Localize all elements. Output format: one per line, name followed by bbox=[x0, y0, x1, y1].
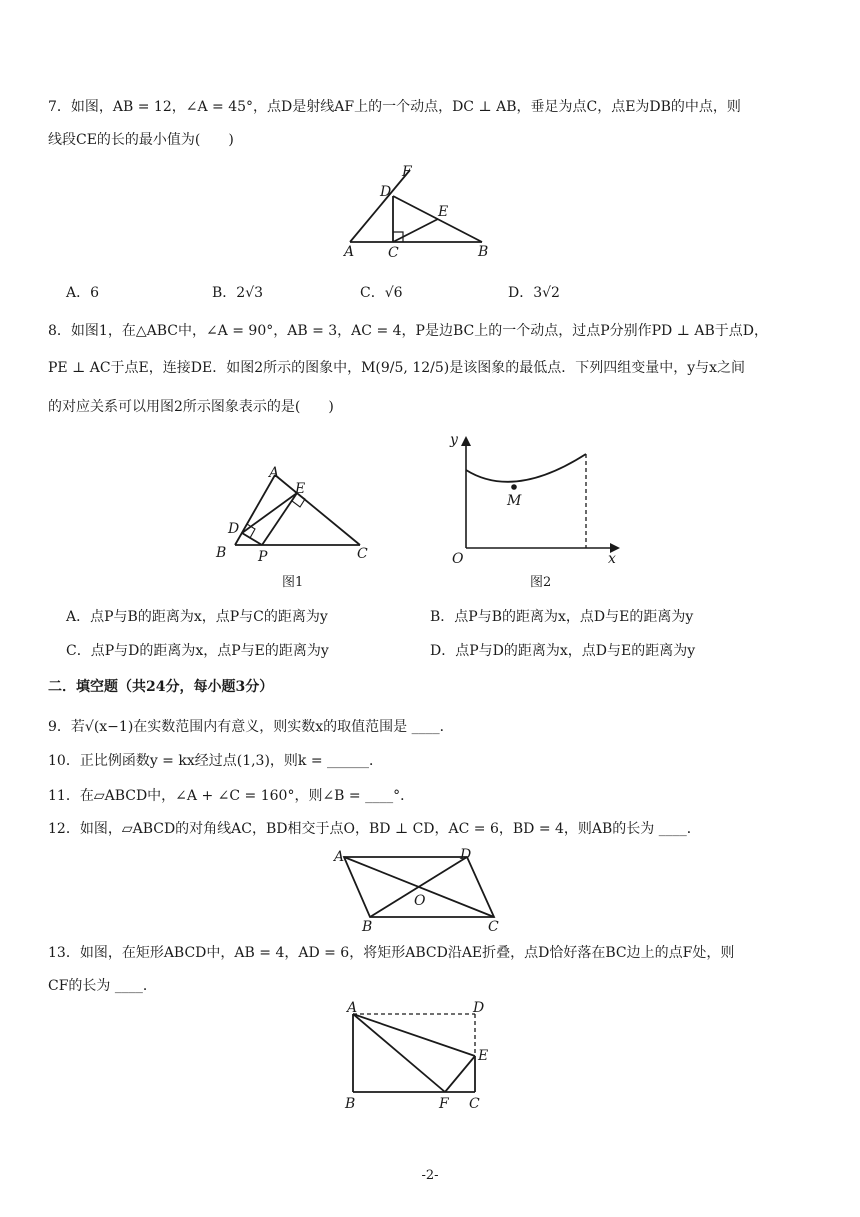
q7-label-b: B bbox=[478, 244, 489, 260]
q13-line1: 13．如图，在矩形ABCD中，AB = 4，AD = 6，将矩形ABCD沿AE折叠，点D恰好落在BC边上的点F处，则 bbox=[48, 945, 735, 961]
q12-label-b: B bbox=[362, 919, 373, 935]
q8-fig1-label-d: D bbox=[228, 521, 240, 537]
section-heading-fill-blank: 二．填空题（共24分，每小题3分） bbox=[48, 679, 274, 695]
q8-line3: 的对应关系可以用图2所示图象表示的是( ) bbox=[48, 399, 334, 415]
q8-fig2-label-x: x bbox=[608, 551, 616, 567]
q13-line2: CF的长为 ____． bbox=[48, 978, 157, 994]
q12-figure bbox=[330, 845, 510, 935]
q7-option-b: B．2√3 bbox=[212, 285, 264, 301]
q13-figure bbox=[335, 1000, 505, 1120]
q8-option-d: D．点P与D的距离为x，点D与E的距离为y bbox=[430, 643, 696, 659]
q8-line2: PE ⊥ AC于点E，连接DE．如图2所示的图象中，M(9/5, 12/5)是该图象的最低点．下列四组变量中，y与x之间 bbox=[48, 360, 746, 376]
q8-fig1-label-a: A bbox=[269, 465, 280, 481]
q8-fig2-label-y: y bbox=[450, 432, 458, 448]
q8-fig2-label-m: M bbox=[507, 493, 522, 509]
q8-fig2-caption: 图2 bbox=[530, 575, 552, 590]
q8-option-b: B．点P与B的距离为x，点D与E的距离为y bbox=[430, 609, 694, 625]
q10-text: 10．正比例函数y = kx经过点(1,3)，则k = ______． bbox=[48, 753, 384, 769]
q12-label-d: D bbox=[460, 847, 472, 863]
q13-label-c: C bbox=[469, 1096, 480, 1112]
q12-label-a: A bbox=[334, 849, 345, 865]
q7-option-d: D．3√2 bbox=[508, 285, 560, 301]
q8-option-c: C．点P与D的距离为x，点P与E的距离为y bbox=[66, 643, 329, 659]
q7-line1: 7．如图，AB = 12，∠A = 45°，点D是射线AF上的一个动点，DC ⊥ AB，垂足为点C，点E为DB的中点，则 bbox=[48, 99, 741, 115]
q11-text: 11．在▱ABCD中，∠A + ∠C = 160°，则∠B = ____°． bbox=[48, 788, 415, 804]
page-number: -2- bbox=[421, 1168, 439, 1183]
q7-label-f: F bbox=[402, 164, 412, 180]
q12-text: 12．如图，▱ABCD的对角线AC，BD相交于点O，BD ⊥ CD，AC = 6，BD = 4，则AB的长为 ____． bbox=[48, 821, 701, 837]
q8-line1: 8．如图1，在△ABC中，∠A = 90°，AB = 3，AC = 4，P是边BC上的一个动点，过点P分别作PD ⊥ AB于点D， bbox=[48, 323, 768, 339]
q8-figure-2 bbox=[440, 428, 630, 590]
q8-fig2-label-o: O bbox=[452, 551, 464, 567]
q7-figure bbox=[330, 160, 510, 260]
q13-label-f: F bbox=[439, 1096, 449, 1112]
q7-label-e: E bbox=[438, 204, 449, 220]
q8-fig1-label-e: E bbox=[295, 481, 306, 497]
q8-figure-1 bbox=[210, 465, 380, 590]
q7-label-d: D bbox=[380, 184, 392, 200]
q13-label-e: E bbox=[478, 1048, 489, 1064]
q8-option-a: A．点P与B的距离为x，点P与C的距离为y bbox=[66, 609, 328, 625]
q9-text: 9．若√(x−1)在实数范围内有意义，则实数x的取值范围是 ____． bbox=[48, 719, 454, 735]
q12-label-c: C bbox=[488, 919, 499, 935]
q7-option-c: C．√6 bbox=[360, 285, 403, 301]
q13-label-a: A bbox=[347, 1000, 358, 1016]
q12-label-o: O bbox=[414, 893, 426, 909]
q7-option-a: A．6 bbox=[66, 285, 100, 301]
q7-line2: 线段CE的长的最小值为( ) bbox=[48, 132, 234, 148]
q7-label-c: C bbox=[388, 245, 399, 261]
q8-fig1-caption: 图1 bbox=[282, 575, 304, 590]
q8-fig1-label-c: C bbox=[357, 546, 368, 562]
q8-fig1-label-b: B bbox=[216, 545, 227, 561]
q8-fig1-label-p: P bbox=[258, 549, 268, 565]
q13-label-b: B bbox=[345, 1096, 356, 1112]
q7-label-a: A bbox=[344, 244, 355, 260]
q13-label-d: D bbox=[473, 1000, 485, 1016]
